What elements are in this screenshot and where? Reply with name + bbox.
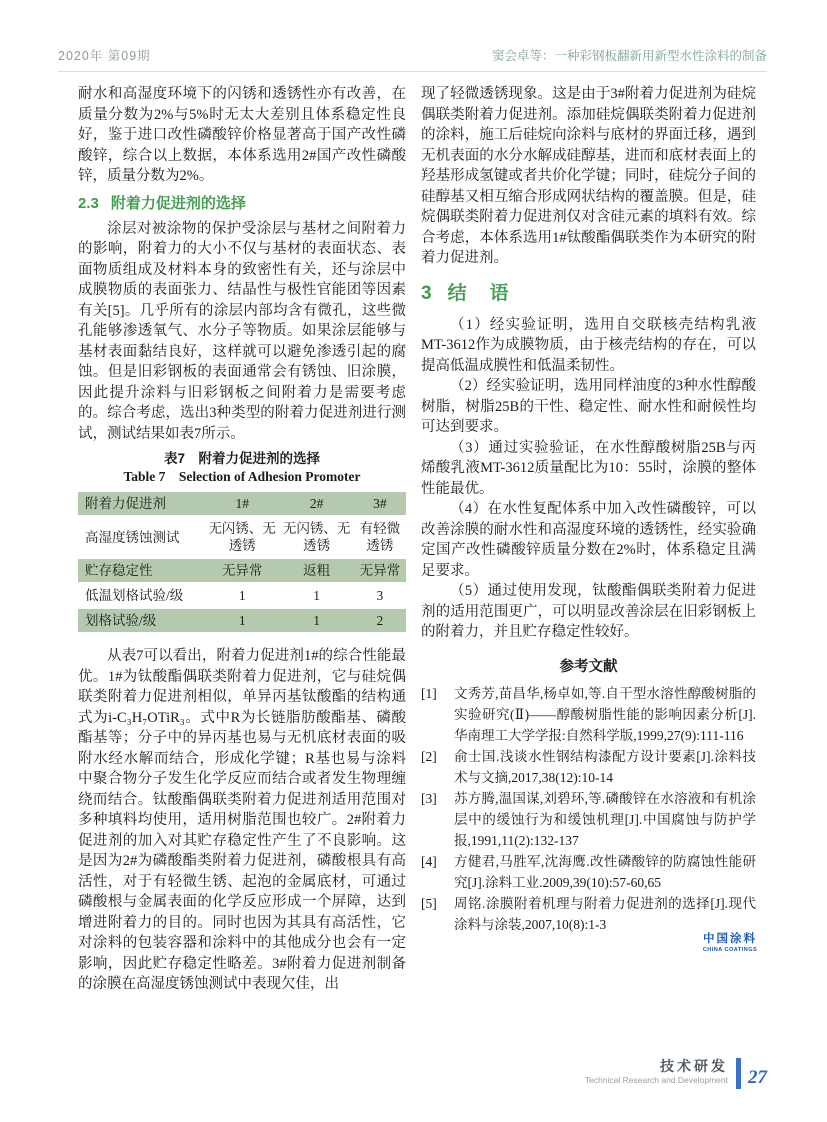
issue-label: 2020年 第09期 [58,49,151,63]
table-cell: 返粗 [279,559,353,582]
reference-text: 文秀芳,苗昌华,杨卓如,等.自干型水溶性醇酸树脂的实验研究(Ⅱ)——醇酸树脂性能的影响因素分析[J].华南理工大学学报:自然科学版,1999,27(9):111-116 [454,685,756,743]
table-header-row [78,492,406,515]
table-caption-zh: 表7 附着力促进剂的选择 [163,451,320,466]
section-heading-2-3 [78,194,406,214]
paragraph: 从表7可以看出，附着力促进剂1#的综合性能最优。1#为钛酸酯偶联类附着力促进剂，它与硅烷偶联类附着力促进剂相似，单异丙基钛酸酯的结构通式为i-C₃H₇OTiR₃。式中R为长链脂肪酸酯基、磷酸酯基等；分子中的异丙基也易与无机底材表面的吸附水经水解而结合，形成化学键；R基也易与涂料中聚合物分子发生化学反应而结合或者发生物理缠绕而结合。钛酸酯偶联类附着力促进剂适用范围对多种填料均使用，适用树脂范围也较广。2#附着力促进剂的加入对其贮存稳定性产生了不良影响。这是因为2#为磷酸酯类附着力促进剂，磷酸根具有高活性，对于有轻微生锈、起泡的金属底材，可通过磷酸根与金属表面的化学反应形成一个屏障，达到增进附着力的目的。同时也因为其具有高活性，它对涂料的包装容器和涂料中的其他成分也会有一定影响，因此贮存稳定性略差。3#附着力促进剂制备的涂膜在高湿度锈蚀测试中表现欠佳，出 [78,648,406,992]
table-cell: 3 [376,588,384,603]
table-cell: 低温划格试验/级 [85,588,184,603]
section-title: 结 语 [447,282,511,304]
footer-section-label [585,1058,728,1086]
table-row [78,517,406,557]
table-cell: 1 [279,609,353,632]
section-title: 附着力促进剂的选择 [110,194,246,212]
table-header-cell: 附着力促进剂 [78,492,205,515]
table-header-cell: 3# [354,492,406,515]
references-heading: 参考文献 [559,658,618,675]
paragraph: 涂层对被涂物的保护受涂层与基材之间附着力的影响，附着力的大小不仅与基材的表面状态、表面物质组成及材料本身的致密性有关，还与涂层中成膜物质的表面张力、结晶性与极性官能团等因素有关[5]。几乎所有的涂层内部均含有微孔，这些微孔能够渗透氧气、水分子等物质。如果涂层能够与基材表面黏结良好，这样就可以避免渗透引起的腐蚀。但是旧彩钢板的表面通常会有锈蚀、旧涂膜，因此提升涂料与旧彩钢板之间附着力是需要考虑的。综合考虑，选出3种类型的附着力促进剂进行测试，测试结果如表7所示。 [78,220,406,442]
table-caption-en: Table 7 Selection of Adhesion Promoter [123,469,361,484]
left-column [78,84,406,995]
footer-title-zh: 技术研发 [660,1058,728,1074]
page-number: 27 [748,1067,767,1088]
reference-item [421,746,756,788]
reference-number: [2] [421,748,437,764]
footer-divider-bar [736,1058,741,1089]
section-number: 3 [421,282,434,304]
footer-title-en: Technical Research and Development [584,1075,728,1085]
table-row [78,559,406,582]
reference-item [421,683,756,746]
conclusion-item: （3）通过实验验证，在水性醇酸树脂25B与丙烯酸乳液MT-3612质量配比为10：55时，涂膜的整体性能最优。 [421,439,756,497]
section-heading-3 [421,282,756,306]
logo-text-en: CHINA COATINGS [702,947,758,953]
table-cell: 1 [238,588,246,603]
table-row [78,584,406,607]
table-cell: 高湿度锈蚀测试 [85,529,180,545]
section-number: 2.3 [78,194,99,212]
reference-text: 俞士国.浅谈水性钢结构漆配方设计要素[J].涂料技术与文摘,2017,38(12):10-14 [454,748,756,785]
table-cell: 无闪锈、无透锈 [208,521,276,553]
logo-text-zh: 中国涂料 [703,933,757,945]
running-title: 窦会卓等：一种彩钢板翻新用新型水性涂料的制备 [491,49,767,63]
table-cell: 2 [354,609,406,632]
reference-number: [5] [421,895,437,911]
conclusion-item: （1）经实验证明，选用自交联核壳结构乳液MT-3612作为成膜物质，由于核壳结构的存在，可以提高低温成膜性和低温柔韧性。 [421,316,756,374]
table-cell: 1 [313,588,320,603]
reference-number: [1] [421,685,437,701]
reference-number: [4] [421,853,437,869]
table-row [78,609,406,632]
reference-number: [3] [421,790,437,806]
conclusion-item: （2）经实验证明，选用同样油度的3种水性醇酸树脂，树脂25B的干性、稳定性、耐水性和耐候性均可达到要求。 [421,378,756,435]
table-cell: 划格试验/级 [78,609,205,632]
right-column [421,84,756,935]
page-footer [585,1058,767,1089]
china-coatings-logo [694,933,766,954]
table-cell: 无闪锈、无透锈 [282,521,351,553]
table-header-cell: 1# [205,492,279,515]
reference-text: 苏方腾,温国谋,刘碧环,等.磷酸锌在水溶液和有机涂层中的缓蚀行为和缓蚀机理[J].中国腐蚀与防护学报,1991,11(2):132-137 [454,790,756,848]
table-cell: 1 [205,609,279,632]
paragraph: 现了轻微透锈现象。这是由于3#附着力促进剂为硅烷偶联类附着力促进剂。添加硅烷偶联类附着力促进剂的涂料，施工后硅烷向涂料与底材的界面迁移，遇到无机表面的水分水解成硅醇基，进而和底材表面上的羟基形成氢键或者共价化学键；同时，硅烷分子间的硅醇基又相互缩合形成网状结构的覆盖膜。但是，硅烷偶联类附着力促进剂仅对含硅元素的填料有效。综合考虑，本体系选用1#钛酸酯偶联类作为本研究的附着力促进剂。 [421,86,756,266]
table-cell: 无异常 [205,559,279,582]
table-header-cell: 2# [279,492,353,515]
table-cell: 有轻微透锈 [359,521,401,553]
reference-item [421,788,756,851]
table-cell: 无异常 [354,559,406,582]
paragraph: 耐水和高湿度环境下的闪锈和透锈性亦有改善，在质量分数为2%与5%时无太大差别且体系稳定性良好，鉴于进口改性磷酸锌价格显著高于国产改性磷酸锌，综合以上数据，本体系选用2#国产改性磷酸锌，质量分数为2%。 [78,86,406,184]
reference-text: 周铭.涂膜附着机理与附着力促进剂的选择[J].现代涂料与涂装,2007,10(8):1-3 [454,895,756,932]
reference-text: 方健君,马胜军,沈海鹰.改性磷酸锌的防腐蚀性能研究[J].涂料工业.2009,39(10):57-60,65 [454,853,756,890]
reference-item [421,893,756,935]
table-block [78,450,406,634]
conclusion-item: （4）在水性复配体系中加入改性磷酸锌，可以改善涂膜的耐水性和高湿度环境的透锈性，经实验确定国产改性磷酸锌质量分数在2%时，体系稳定且满足要求。 [421,501,756,579]
reference-item [421,851,756,893]
table-cell: 贮存稳定性 [78,559,205,582]
adhesion-promoter-table [78,490,406,634]
page-header [58,46,767,72]
conclusion-item: （5）通过使用发现，钛酸酯偶联类附着力促进剂的适用范围更广，可以明显改善涂层在旧彩钢板上的附着力，并且贮存稳定性较好。 [421,583,756,640]
